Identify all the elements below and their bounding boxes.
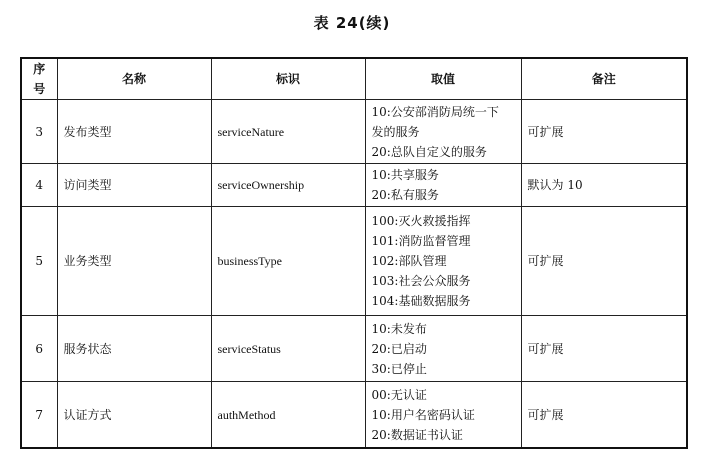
row-values <box>365 316 521 382</box>
value-line: 100:灭火救援指挥 <box>371 214 471 228</box>
table-row <box>21 382 687 449</box>
header-value: 取值 <box>365 58 521 100</box>
row-identifier: serviceStatus <box>211 316 365 382</box>
header-note: 备注 <box>521 58 687 100</box>
header-id: 标识 <box>211 58 365 100</box>
header-name: 名称 <box>57 58 211 100</box>
header-no: 序号 <box>21 58 57 100</box>
row-values <box>365 382 521 449</box>
spec-table <box>20 57 688 449</box>
value-line: 103:社会公众服务 <box>371 274 471 288</box>
table-row <box>21 100 687 164</box>
row-identifier: serviceOwnership <box>211 164 365 207</box>
table-title: 表 24(续) <box>313 14 391 32</box>
value-line: 20:私有服务 <box>371 188 439 202</box>
value-line: 20:数据证书认证 <box>371 427 463 442</box>
value-line: 00:无认证 <box>371 387 427 402</box>
row-name: 业务类型 <box>57 207 211 316</box>
value-line: 发的服务 <box>371 124 420 139</box>
row-values <box>365 100 521 164</box>
row-number: 6 <box>21 316 57 382</box>
row-number: 5 <box>21 207 57 316</box>
row-note: 默认为 10 <box>521 164 687 207</box>
row-name: 发布类型 <box>57 100 211 164</box>
row-number: 4 <box>21 164 57 207</box>
row-values <box>365 207 521 316</box>
value-line: 20:已启动 <box>371 341 427 356</box>
row-number: 3 <box>21 100 57 164</box>
value-line: 102:部队管理 <box>371 254 447 268</box>
row-values <box>365 164 521 207</box>
header-row <box>21 58 687 100</box>
row-note: 可扩展 <box>521 382 687 449</box>
table-row <box>21 164 687 207</box>
row-name: 认证方式 <box>57 382 211 449</box>
row-identifier: serviceNature <box>211 100 365 164</box>
row-identifier: businessType <box>211 207 365 316</box>
row-note: 可扩展 <box>521 100 687 164</box>
row-note: 可扩展 <box>521 207 687 316</box>
value-line: 104:基础数据服务 <box>371 294 471 308</box>
value-line: 10:未发布 <box>371 321 427 336</box>
value-line: 20:总队自定义的服务 <box>371 144 487 159</box>
value-line: 10:用户名密码认证 <box>371 407 475 422</box>
value-line: 101:消防监督管理 <box>371 234 471 248</box>
row-number: 7 <box>21 382 57 449</box>
row-identifier: authMethod <box>211 382 365 449</box>
value-line: 10:公安部消防局统一下 <box>371 104 499 119</box>
value-line: 30:已停止 <box>371 361 427 376</box>
table-row <box>21 316 687 382</box>
row-name: 访问类型 <box>57 164 211 207</box>
row-name: 服务状态 <box>57 316 211 382</box>
value-line: 10:共享服务 <box>371 168 439 182</box>
row-note: 可扩展 <box>521 316 687 382</box>
table-row <box>21 207 687 316</box>
